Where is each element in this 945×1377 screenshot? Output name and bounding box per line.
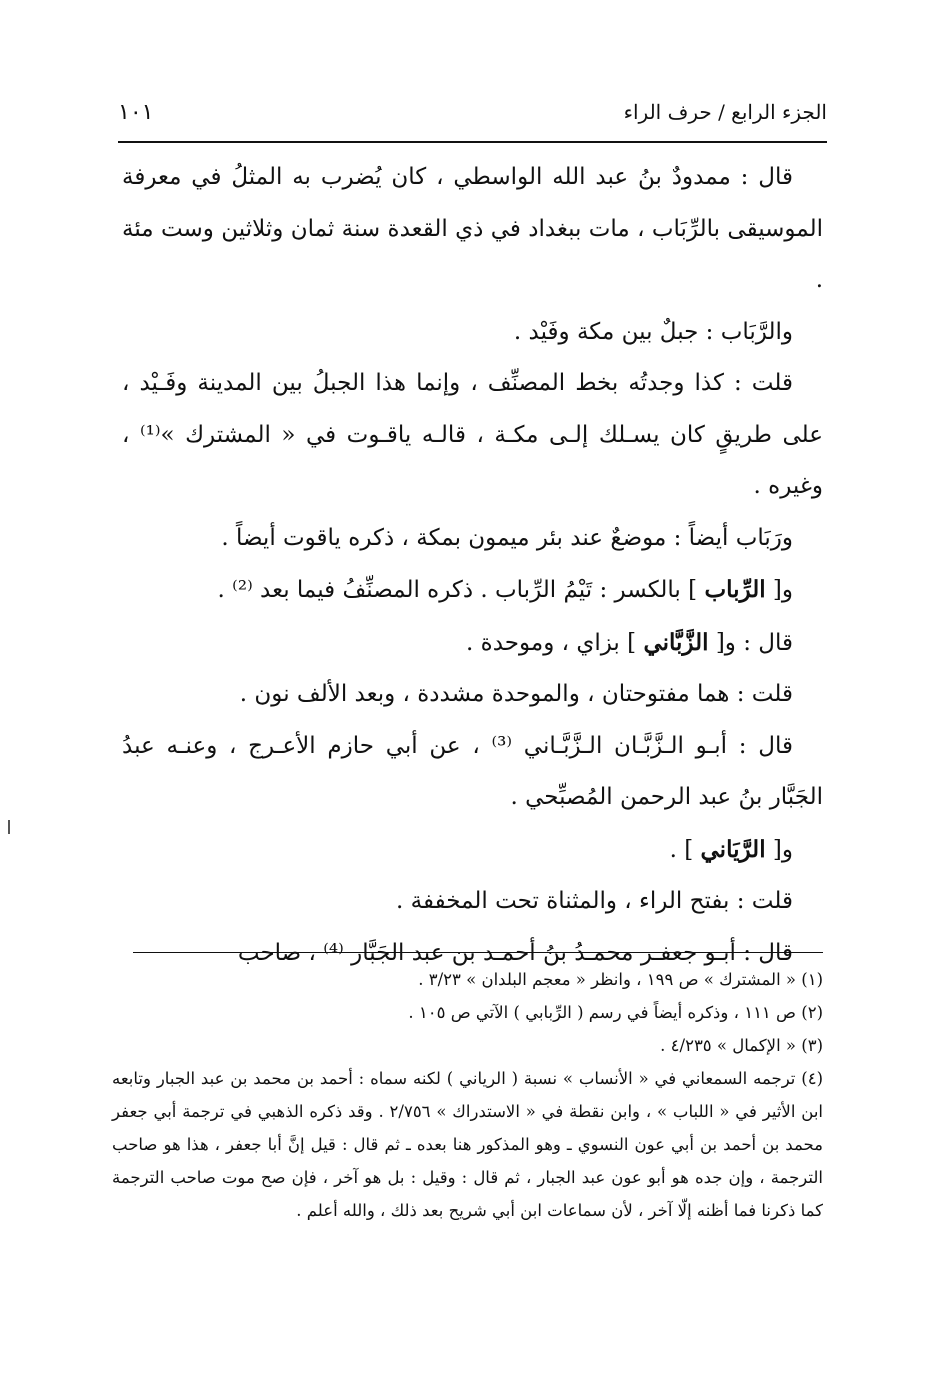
entry-headword: الرِّباب [704,576,766,603]
entry-prefix: و[ [765,836,793,863]
header-rule [118,141,827,143]
entry-headword: الزَّبَّاني [643,628,709,656]
paragraph-mamdud: قال : ممدودٌ بنُ عبد الله الواسطي ، كان يُضرب به المثلُ في معرفة الموسيقى بالرِّبَاب ، مات ببغداد في ذي القعدة سنة ثمان وثلاثين وست مئة . [122,164,823,293]
main-text [122,152,823,979]
scan-speck [8,820,10,834]
footnote-2: (٢) ص ١١١ ، وذكره أيضاً في رسم ( الرِّبابي ) الآتي ص ١٠٥ . [408,1003,823,1022]
footnotes [112,963,823,1227]
entry-text: ] بالكسر : تَيْمُ الرِّباب . ذكره المصنِّفُ فيما بعد ⁽²⁾ . [217,577,705,603]
footnote-1: (١) « المشترك » ص ١٩٩ ، وانظر « معجم البلدان » ٣/٢٣ . [418,970,823,989]
footnote-4: (٤) ترجمه السمعاني في « الأنساب » نسبة ( الرياني ) لكنه سماه : أحمد بن محمد بن عبد الجبار وتابعه ابن الأثير في « اللباب » ، وابن نقطة في « الاستدراك » ٢/٧٥٦ . وقد ذكره الذهبي في ترجمة أبي جعفر محمد بن أحمد بن أبي عون النسوي ـ وهو المذكور هنا بعده ـ ثم قال : قيل إنَّ أبا جعفر ، هذا هو صاحب الترجمة ، وإن جده هو أبو عون عبد الجبار ، ثم قال : وقيل : بل هو آخر ، فإن صح موت صاحب الترجمة كما ذكرنا فما أظنه إلّا آخر ، لأن سماعات ابن أبي شريح بعد ذلك ، والله أعلم . [112,1069,823,1220]
entry-prefix: قال : و[ [708,629,793,656]
entry-prefix: و[ [765,577,793,603]
running-header [118,92,827,132]
paragraph-abu-jafar: قال : أبـو جعفـر محمـدُ بنُ أحمـد بن عبد الجَبَّار ⁽⁴⁾ ، صاحب [237,939,793,966]
paragraph-author-note: قلت : كذا وجدتُه بخط المصنِّف ، وإنما هذا الجبلُ بين المدينة وفَـيْد ، على طريقٍ كان يسـلك إلـى مكـة ، قالـه ياقـوت في « المشترك »⁽¹⁾ ، وغيره . [122,370,823,499]
paragraph-rabab-mountain: والرَّبَاب : جبلٌ بين مكة وفَيْد . [513,318,793,345]
entry-zabbani [122,617,823,670]
running-title: الجزء الرابع / حرف الراء [623,100,827,124]
entry-rayani [122,824,823,877]
entry-headword: الرَّيَاني [700,835,766,863]
paragraph-rayani-note: قلت : بفتح الراء ، والمثناة تحت المخففة . [396,888,793,914]
paragraph-zabbani-note: قلت : هما مفتوحتان ، والموحدة مشددة ، وبعد الألف نون . [239,681,793,707]
footnote-3: (٣) « الإكمال » ٤/٢٣٥ . [660,1036,823,1055]
entry-text: ] . [669,836,701,863]
paragraph-rabab-place: ورَبَاب أيضاً : موضعٌ عند بئر ميمون بمكة ، ذكره ياقوت أيضاً . [221,524,793,551]
entry-text: ] بزاي ، وموحدة . [466,629,644,656]
footnote-rule [133,952,823,953]
page-number: ١٠١ [118,99,154,125]
entry-ribab [122,564,823,617]
paragraph-abu-zabban: قال : أبـو الـزَّبَّـان الـزَّبَّـاني ⁽³⁾ ، عن أبي حازم الأعـرج ، وعنـه عبدُ الجَبَّار بنُ عبد الرحمن المُصبِّحي . [122,732,823,810]
